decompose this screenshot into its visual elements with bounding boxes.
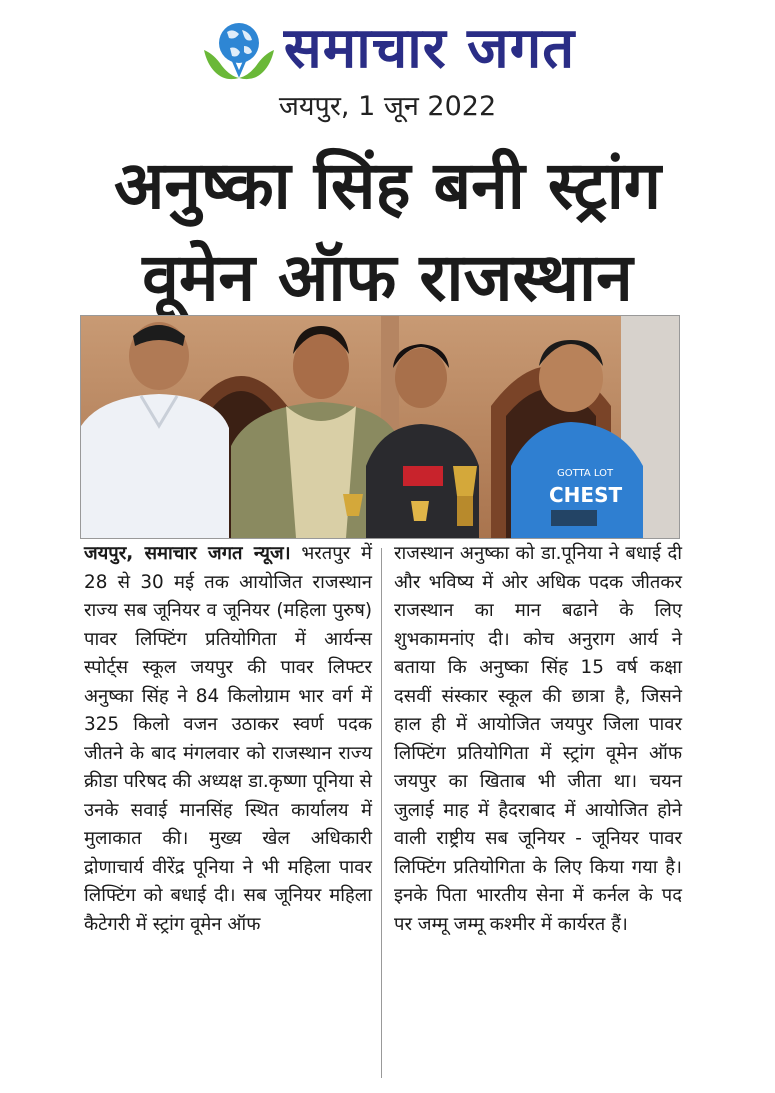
masthead bbox=[0, 14, 775, 84]
article-column-1 bbox=[84, 540, 372, 1080]
article-text-2: राजस्थान अनुष्का को डा.पूनिया ने बधाई दी और भविष्य में ओर अधिक पदक जीतकर राजस्थान का मान बढाने के लिए शुभकामनांए दी। कोच अनुराग आर्य ने बताया कि अनुष्का सिंह 15 वर्ष कक्षा दसवीं संस्कार स्कूल की छात्रा है, जिसने हाल ही में आयोजित जयपुर जिला पावर लिफ्टिंग प्रतियोगिता में स्ट्रांग वूमेन ऑफ जयपुर का खिताब भी जीता था। चयन जुलाई माह में हैदराबाद में आयोजित होने वाली राष्ट्रीय सब जूनियर - जूनियर पावर लिफ्टिंग प्रतियोगिता के लिए किया गया है। इनके पिता भारतीय सेना में कर्नल के पद पर जम्मू जम्मू कश्मीर में कार्यरत हैं। bbox=[394, 543, 682, 935]
shirt-text-2: CHEST bbox=[549, 483, 623, 507]
byline: जयपुर, समाचार जगत न्यूज। bbox=[84, 543, 291, 564]
newspaper-name: समाचार जगत bbox=[283, 16, 576, 81]
shirt-text-1: GOTTA LOT bbox=[557, 468, 614, 479]
news-photo bbox=[80, 315, 680, 539]
group-photo-icon bbox=[81, 316, 679, 538]
headline bbox=[30, 140, 745, 324]
headline-line-1: अनुष्का सिंह बनी स्ट्रांग bbox=[113, 147, 662, 224]
headline-line-2: वूमेन ऑफ राजस्थान bbox=[142, 239, 633, 316]
globe-hands-logo-icon bbox=[200, 16, 278, 82]
column-divider bbox=[381, 548, 382, 1078]
dateline: जयपुर, 1 जून 2022 bbox=[278, 91, 497, 122]
article-column-2 bbox=[394, 540, 682, 1080]
article-text-1: भरतपुर में 28 से 30 मई तक आयोजित राजस्थान राज्य सब जूनियर व जूनियर (महिला पुरुष) पावर लिफ्टिंग प्रतियोगिता में आर्यन्स स्पोर्ट्स स्कूल जयपुर की पावर लिफ्टर अनुष्का सिंह ने 84 किलोग्राम भार वर्ग में 325 किलो वजन उठाकर स्वर्ण पदक जीतने के बाद मंगलवार को राजस्थान राज्य क्रीडा परिषद की अध्यक्ष डा.कृष्णा पूनिया से उनके सवाई मानसिंह स्थित कार्यालय में मुलाकात की। मुख्य खेल अधिकारी द्रोणाचार्य वीरेंद्र पूनिया ने भी महिला पावर लिफ्टिंग को बधाई दी। सब जूनियर महिला कैटेगरी में स्ट्रांग वूमेन ऑफ bbox=[84, 543, 372, 935]
